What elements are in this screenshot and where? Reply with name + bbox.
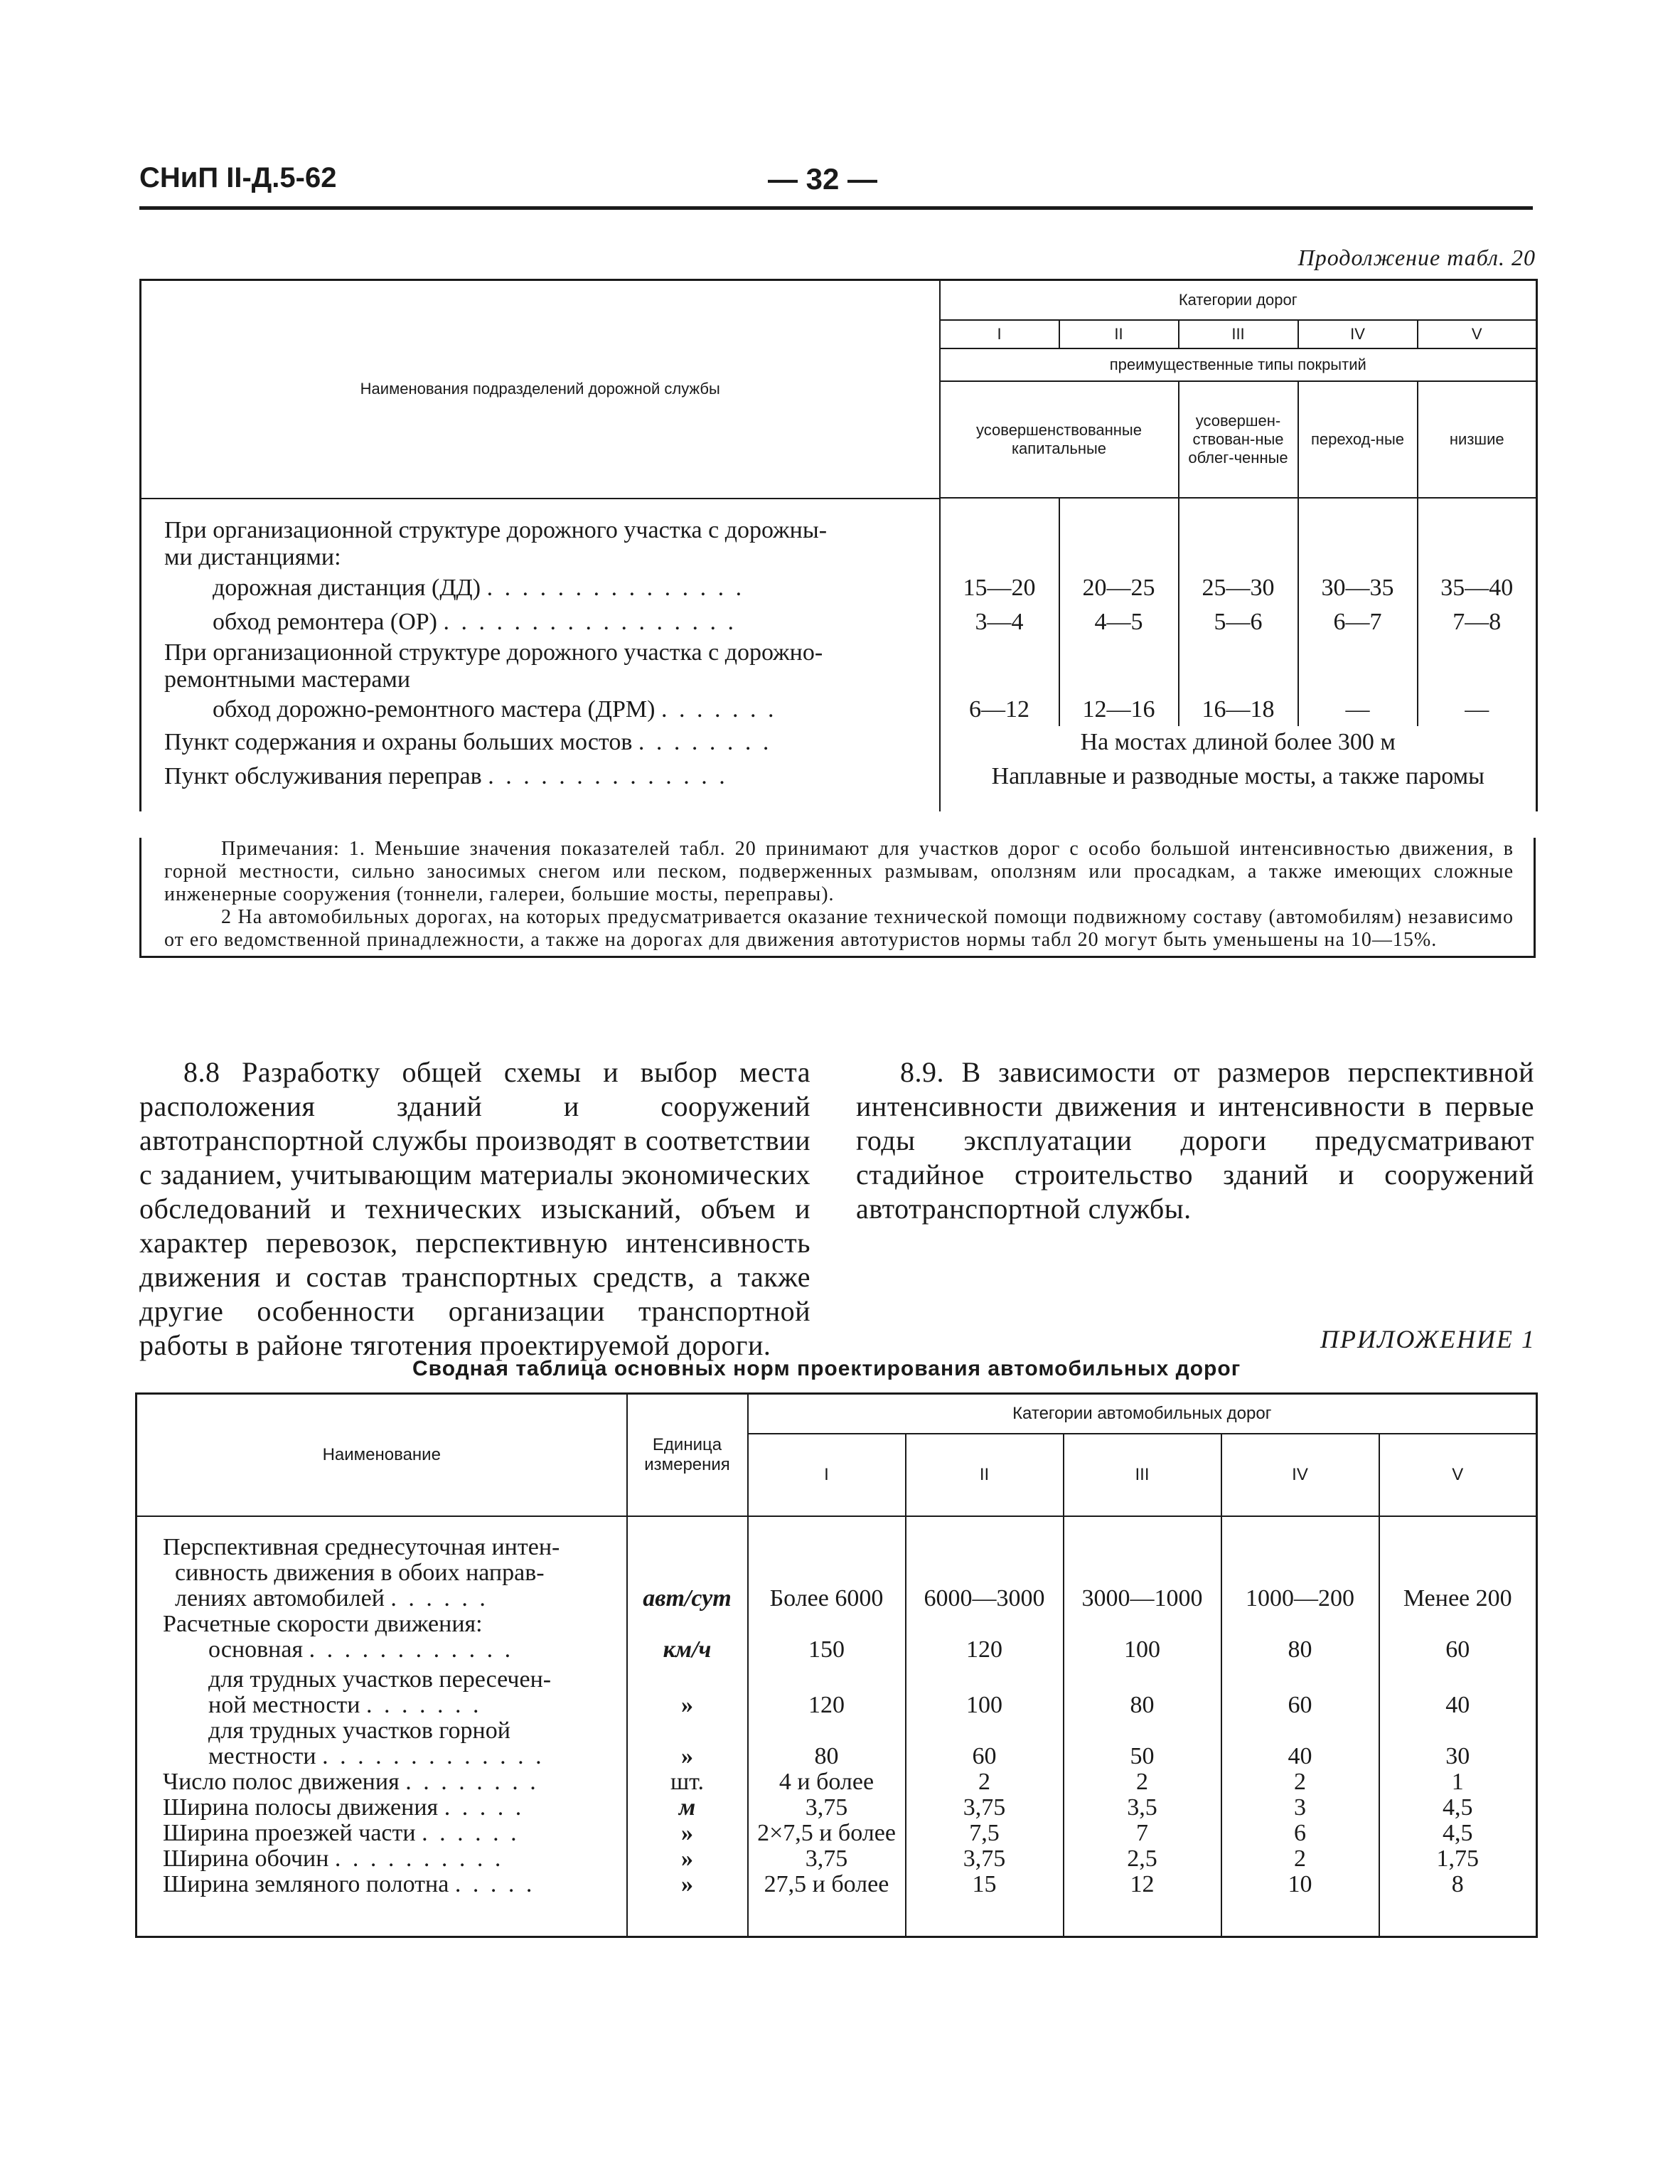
- table-span-cell: Наплавные и разводные мосты, а также паромы: [940, 759, 1537, 794]
- unit-cell: м: [627, 1795, 748, 1821]
- table-row-label: Ширина обочин . . . . . . . . . .: [163, 1845, 504, 1872]
- table-continuation-label: Продолжение табл. 20: [1298, 245, 1536, 270]
- cover-type-header: низшие: [1418, 381, 1537, 498]
- table-cell: 100: [906, 1667, 1064, 1718]
- table-cell: 3000—1000: [1064, 1535, 1221, 1612]
- table-cell: —: [1418, 693, 1537, 726]
- appendix-title: Сводная таблица основных норм проектирования автомобильных дорог: [412, 1357, 1241, 1380]
- text-column-right: [856, 1055, 1534, 1226]
- table-cell: 50: [1064, 1718, 1221, 1769]
- table-cell: 80: [1221, 1637, 1379, 1667]
- table-cell: 6—7: [1298, 605, 1418, 639]
- unit-cell: »: [627, 1846, 748, 1872]
- table-cell: 60: [1379, 1637, 1537, 1667]
- table-cell: 6000—3000: [906, 1535, 1064, 1612]
- table-span-cell: На мостах длиной более 300 м: [940, 726, 1537, 759]
- table-row-label: дорожная дистанция (ДД) . . . . . . . . . . . . . . .: [213, 574, 745, 601]
- table-cell: 2: [906, 1769, 1064, 1795]
- table-cell: 40: [1379, 1667, 1537, 1718]
- table-cell: 5—6: [1179, 605, 1298, 639]
- unit-cell: км/ч: [627, 1637, 748, 1667]
- table-cell: Менее 200: [1379, 1535, 1537, 1612]
- paragraph-8-9: 8.9. В зависимости от размеров перспективной интенсивности движения и интенсивности в первые годы эксплуатации дороги предусматривают стадийное строительство зданий и сооружений автотранспортной службы.: [856, 1056, 1534, 1225]
- table-row-label: Пункт обслуживания переправ . . . . . . . . . . . . . .: [164, 762, 728, 789]
- table-cell: Более 6000: [748, 1535, 906, 1612]
- appendix-label: ПРИЛОЖЕНИЕ 1: [1320, 1325, 1536, 1353]
- table-cell: 2: [1064, 1769, 1221, 1795]
- table-row-label: обход ремонтера (ОР) . . . . . . . . . . . . . . . . .: [213, 608, 737, 635]
- unit-cell: »: [627, 1872, 748, 1897]
- unit-cell: »: [627, 1718, 748, 1769]
- table-cell: 4,5: [1379, 1795, 1537, 1821]
- paragraph-8-8: 8.8 Разработку общей схемы и выбор места расположения зданий и сооружений автотранспортной службы производят в соответствии с заданием, учитывающим материалы экономических обследований и технических изысканий, объем и характер перевозок, перспективную интенсивность движения и состав транспортных средств, а также другие особенности организации транспортной работы в районе тяготения проектируемой дороги.: [139, 1056, 810, 1361]
- table-cell: 30—35: [1298, 571, 1418, 605]
- table-cell: 7—8: [1418, 605, 1537, 639]
- category-header: I: [748, 1434, 906, 1516]
- table-cell: 7: [1064, 1821, 1221, 1846]
- table-cell: 35—40: [1418, 571, 1537, 605]
- table-cell: 25—30: [1179, 571, 1298, 605]
- header-rule: [139, 206, 1533, 210]
- unit-cell: »: [627, 1667, 748, 1718]
- table-cell: 3: [1221, 1795, 1379, 1821]
- table-cell: 1: [1379, 1769, 1537, 1795]
- table-row-label: для трудных участков пересечен- ной местности . . . . . . .: [208, 1666, 552, 1718]
- cover-type-header: переход-ные: [1298, 381, 1418, 498]
- table-cell: 60: [906, 1718, 1064, 1769]
- name-column-header: Наименования подразделений дорожной службы: [141, 280, 940, 499]
- table-cell: 15—20: [940, 571, 1059, 605]
- table-row-label: При организационной структуре дорожного участка с дорожны- ми дистанциями:: [164, 516, 828, 570]
- table-cell: 4,5: [1379, 1821, 1537, 1846]
- table-row-label: Расчетные скорости движения:: [163, 1610, 483, 1637]
- table-cell: 8: [1379, 1872, 1537, 1897]
- unit-cell: »: [627, 1821, 748, 1846]
- table-row-label: обход дорожно-ремонтного мастера (ДРМ) . . . . . . .: [213, 696, 777, 723]
- table-row-label: Перспективная среднесуточная интен- сивность движения в обоих направ- лениях автомобилей . . . . . .: [163, 1533, 560, 1612]
- table-cell: 6: [1221, 1821, 1379, 1846]
- table-row-label: Ширина проезжей части . . . . . .: [163, 1819, 520, 1846]
- table-cell: 3—4: [940, 605, 1059, 639]
- note-1: Примечания: 1. Меньшие значения показателей табл. 20 принимают для участков дорог с особо большой интенсивностью движения, в горной местности, сильно заносимых снегом или песком, подверженных размывам, оползням или просадкам, а также имеющих сложные инженерные сооружения (тоннели, галереи, большие мосты, переправы).: [164, 838, 1514, 905]
- table-cell: 4 и более: [748, 1769, 906, 1795]
- table-cell: 100: [1064, 1637, 1221, 1667]
- table-row-label: Пункт содержания и охраны больших мостов . . . . . . . .: [164, 728, 772, 755]
- unit-cell: авт/сут: [627, 1535, 748, 1612]
- table-cell: 20—25: [1059, 571, 1179, 605]
- table-cell: —: [1298, 693, 1418, 726]
- table-notes: [139, 838, 1536, 958]
- table-cell: 120: [748, 1667, 906, 1718]
- table-cell: 3,75: [906, 1795, 1064, 1821]
- table-cell: 16—18: [1179, 693, 1298, 726]
- table-cell: 1000—200: [1221, 1535, 1379, 1612]
- table-cell: 2: [1221, 1769, 1379, 1795]
- table-cell: 6—12: [940, 693, 1059, 726]
- table-cell: 7,5: [906, 1821, 1064, 1846]
- table-cell: 80: [748, 1718, 906, 1769]
- table-cell: 4—5: [1059, 605, 1179, 639]
- table-cell: 3,75: [748, 1846, 906, 1872]
- table-cell: 3,75: [906, 1846, 1064, 1872]
- table-cell: 3,75: [748, 1795, 906, 1821]
- table-cell: 2: [1221, 1846, 1379, 1872]
- category-header: II: [1059, 320, 1179, 348]
- category-header: III: [1064, 1434, 1221, 1516]
- category-header: V: [1379, 1434, 1537, 1516]
- road-service-table: [139, 279, 1538, 811]
- table-row-label: Ширина полосы движения . . . . .: [163, 1794, 525, 1821]
- cover-types-header: преимущественные типы покрытий: [940, 348, 1537, 381]
- table-cell: 2,5: [1064, 1846, 1221, 1872]
- table-cell: 27,5 и более: [748, 1872, 906, 1897]
- table-row-label: Ширина земляного полотна . . . . .: [163, 1870, 535, 1897]
- table-cell: 15: [906, 1872, 1064, 1897]
- table-row-label: При организационной структуре дорожного участка с дорожно- ремонтными мастерами: [164, 639, 823, 693]
- name-column-header: Наименование: [137, 1394, 627, 1516]
- design-norms-table: [135, 1392, 1538, 1938]
- category-header: V: [1418, 320, 1537, 348]
- table-cell: 1,75: [1379, 1846, 1537, 1872]
- category-header: IV: [1298, 320, 1418, 348]
- table-cell: 150: [748, 1637, 906, 1667]
- table-cell: 3,5: [1064, 1795, 1221, 1821]
- note-2: 2 На автомобильных дорогах, на которых предусматривается оказание технической помощи подвижному составу (автомобилям) независимо от его ведомственной принадлежности, а также на дорогах для движения автотуристов нормы табл 20 могут быть уменьшены на 10—15%.: [164, 906, 1514, 951]
- unit-cell: шт.: [627, 1769, 748, 1795]
- unit-column-header: Единица измерения: [627, 1394, 748, 1516]
- table-cell: 10: [1221, 1872, 1379, 1897]
- categories-header: Категории дорог: [940, 280, 1537, 320]
- table-cell: 2×7,5 и более: [748, 1821, 906, 1846]
- table-cell: 40: [1221, 1718, 1379, 1769]
- category-header: III: [1179, 320, 1298, 348]
- table-row-label: основная . . . . . . . . . . . .: [208, 1636, 514, 1663]
- table-cell: 12—16: [1059, 693, 1179, 726]
- category-header: II: [906, 1434, 1064, 1516]
- table-cell: 80: [1064, 1667, 1221, 1718]
- table-cell: 30: [1379, 1718, 1537, 1769]
- table-row-label: для трудных участков горной местности . . . . . . . . . . . . .: [208, 1717, 545, 1769]
- categories-header: Категории автомобильных дорог: [748, 1394, 1537, 1434]
- text-column-left: [139, 1055, 810, 1363]
- table-cell: 60: [1221, 1667, 1379, 1718]
- page-number: — 32 —: [768, 162, 878, 196]
- table-cell: 12: [1064, 1872, 1221, 1897]
- document-code: СНиП II-Д.5-62: [139, 162, 337, 193]
- category-header: I: [940, 320, 1059, 348]
- table-cell: 120: [906, 1637, 1064, 1667]
- cover-type-header: усовершен-ствован-ные облег-ченные: [1179, 381, 1298, 498]
- table-row-label: Число полос движения . . . . . . . .: [163, 1768, 539, 1795]
- category-header: IV: [1221, 1434, 1379, 1516]
- cover-type-header: усовершенствованные капитальные: [940, 381, 1179, 498]
